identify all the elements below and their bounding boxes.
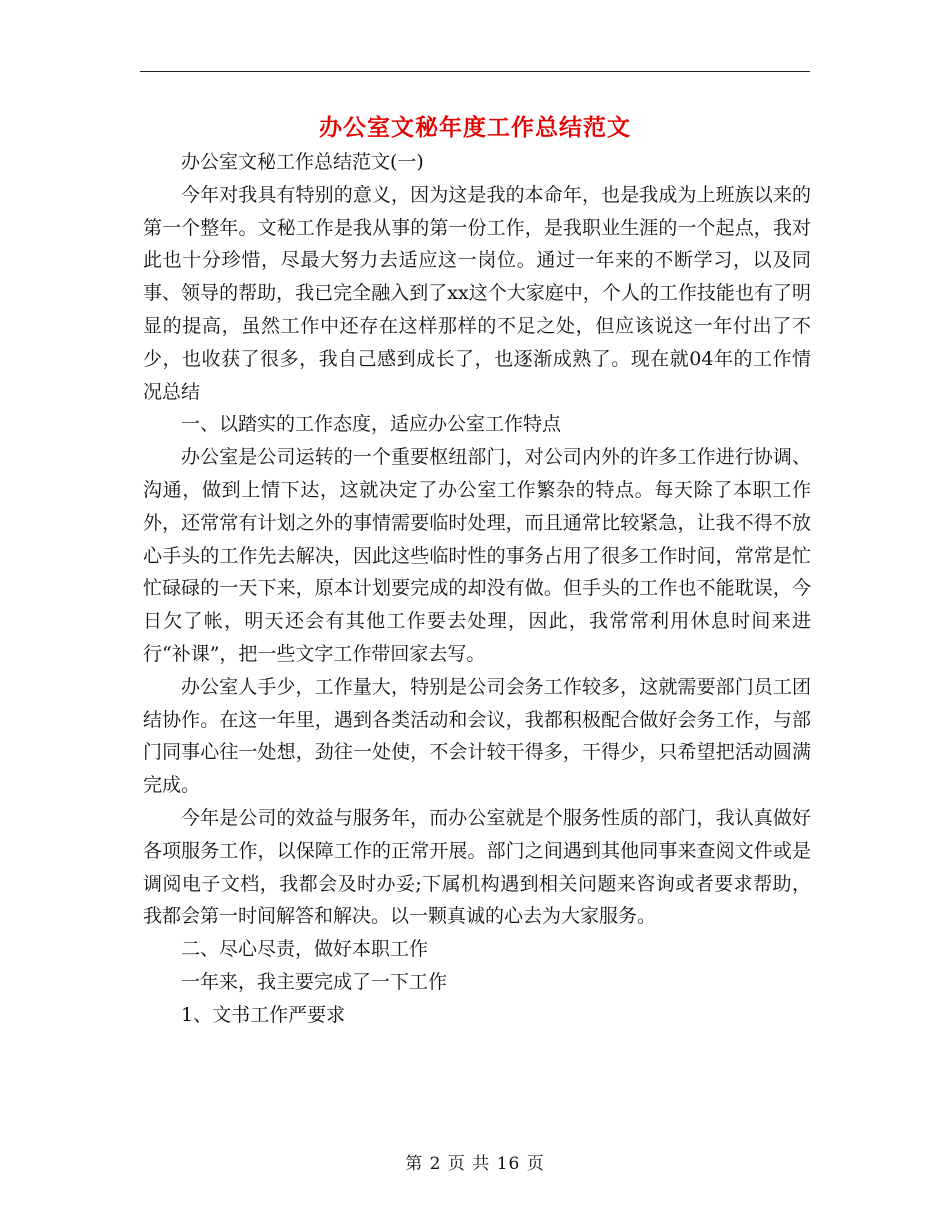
paragraph: 办公室人手少，工作量大，特别是公司会务工作较多，这就需要部门员工团结协作。在这一年里，遇到各类活动和会议，我都积极配合做好会务工作，与部门同事心往一处想，劲往一处使，不会计较干得多，干得少，只希望把活动圆满完成。	[143, 675, 811, 797]
paragraph: 办公室文秘工作总结范文(一)	[181, 151, 424, 173]
document-body	[143, 146, 811, 1032]
paragraph: 1、文书工作严要求	[181, 1003, 346, 1026]
paragraph: 今年对我具有特别的意义，因为这是我的本命年，也是我成为上班族以来的第一个整年。文秘工作是我从事的第一份工作，是我职业生涯的一个起点，我对此也十分珍惜，尽最大努力去适应这一岗位。通过一年来的不断学习，以及同事、领导的帮助，我已完全融入到了xx这个大家庭中，个人的工作技能也有了明显的提高，虽然工作中还存在这样那样的不足之处，但应该说这一年付出了不少，也收获了很多，我自己感到成长了，也逐渐成熟了。现在就04年的工作情况总结	[143, 183, 811, 403]
document-title: 办公室文秘年度工作总结范文	[319, 114, 631, 141]
section-heading: 二、尽心尽责，做好本职工作	[181, 938, 429, 961]
section-heading: 一、以踏实的工作态度，适应办公室工作特点	[181, 413, 562, 436]
header-rule	[140, 71, 810, 72]
paragraph: 今年是公司的效益与服务年，而办公室就是个服务性质的部门，我认真做好各项服务工作，以保障工作的正常开展。部门之间遇到其他同事来查阅文件或是调阅电子文档，我都会及时办妥;下属机构遇到相关问题来咨询或者要求帮助，我都会第一时间解答和解决。以一颗真诚的心去为大家服务。	[143, 806, 811, 928]
page-footer: 第 2 页 共 16 页	[405, 1154, 545, 1174]
paragraph: 办公室是公司运转的一个重要枢纽部门，对公司内外的许多工作进行协调、沟通，做到上情下达，这就决定了办公室工作繁杂的特点。每天除了本职工作外，还常常有计划之外的事情需要临时处理，而且通常比较紧急，让我不得不放心手头的工作先去解决，因此这些临时性的事务占用了很多工作时间，常常是忙忙碌碌的一天下来，原本计划要完成的却没有做。但手头的工作也不能耽误，今日欠了帐，明天还会有其他工作要去处理，因此，我常常利用休息时间来进行“补课”，把一些文字工作带回家去写。	[143, 446, 811, 665]
paragraph: 一年来，我主要完成了一下工作	[181, 970, 448, 993]
